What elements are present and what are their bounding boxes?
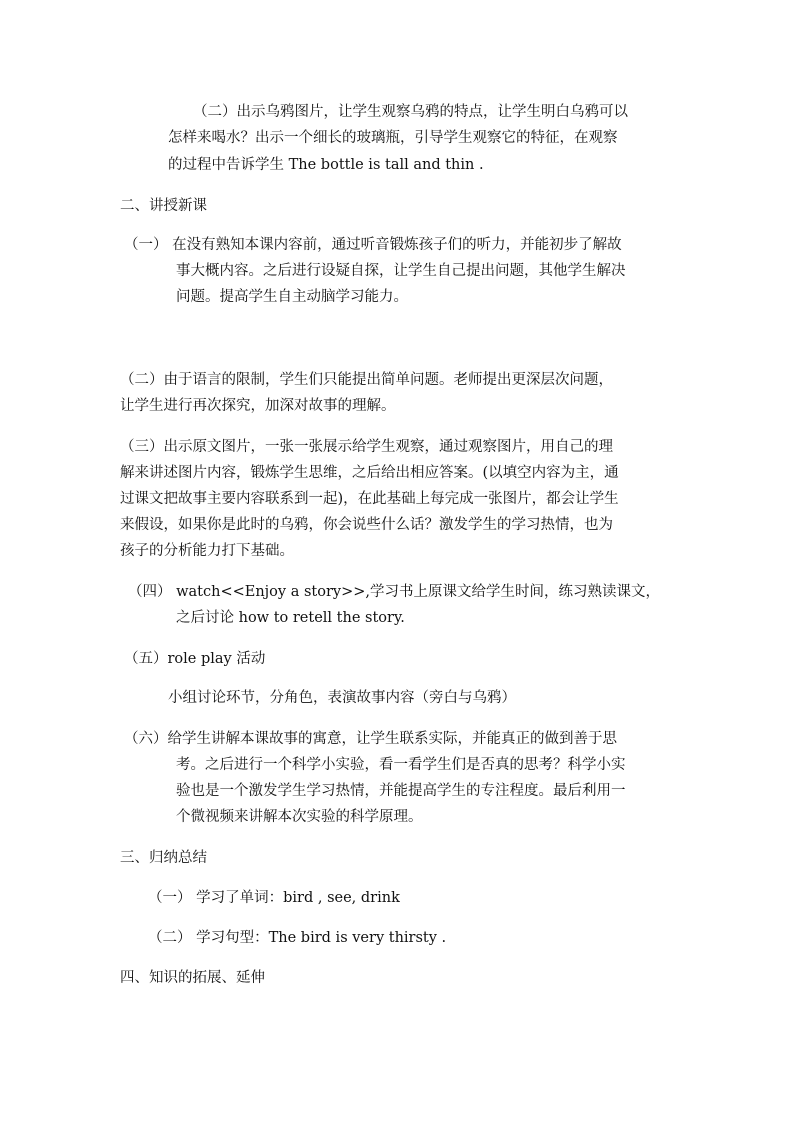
para-listening: 问题。提高学生自主动脑学习能力。	[176, 289, 408, 305]
para-deeper-questions: 让学生进行再次探究，加深对故事的理解。	[120, 398, 396, 414]
para-deeper-questions: （二）由于语言的限制，学生们只能提出简单问题。老师提出更深层次问题，	[120, 372, 613, 388]
para-listening: 事大概内容。之后进行设疑自探，让学生自己提出问题，其他学生解决	[176, 263, 626, 279]
para-original-pictures: 来假设，如果你是此时的乌鸦，你会说些什么话？激发学生的学习热情，也为	[120, 517, 613, 533]
para-moral: 个微视频来讲解本次实验的科学原理。	[176, 809, 423, 825]
para-crow-picture: 的过程中告诉学生 The bottle is tall and thin .	[168, 157, 484, 173]
section-heading-extension: 四、知识的拓展、延伸	[120, 970, 265, 986]
para-summary-words: （一） 学习了单词：bird , see, drink	[148, 890, 400, 906]
para-role-play: 小组讨论环节，分角色，表演故事内容（旁白与乌鸦）	[168, 690, 516, 706]
para-listening: （一） 在没有熟知本课内容前，通过听音锻炼孩子们的听力，并能初步了解故	[124, 237, 622, 253]
para-original-pictures: （三）出示原文图片，一张一张展示给学生观察，通过观察图片，用自己的理	[120, 439, 613, 455]
para-crow-picture: （二）出示乌鸦图片，让学生观察乌鸦的特点，让学生明白乌鸦可以	[193, 104, 628, 120]
para-moral: 考。之后进行一个科学小实验，看一看学生们是否真的思考？科学小实	[176, 757, 626, 773]
para-moral: （六）给学生讲解本课故事的寓意，让学生联系实际，并能真正的做到善于思	[124, 731, 617, 747]
para-watch-story: 之后讨论 how to retell the story.	[176, 610, 405, 626]
para-watch-story: （四） watch<<Enjoy a story>>,学习书上原课文给学生时间，练习熟读课文，	[128, 584, 660, 600]
para-summary-sentence: （二） 学习句型：The bird is very thirsty .	[148, 930, 447, 946]
para-original-pictures: 过课文把故事主要内容联系到一起)，在此基础上每完成一张图片，都会让学生	[120, 491, 619, 507]
section-heading-new-lesson: 二、讲授新课	[120, 198, 207, 214]
para-original-pictures: 孩子的分析能力打下基础。	[120, 543, 294, 559]
para-original-pictures: 解来讲述图片内容，锻炼学生思维，之后给出相应答案。(以填空内容为主，通	[120, 465, 619, 481]
section-heading-summary: 三、归纳总结	[120, 850, 207, 866]
para-crow-picture: 怎样来喝水？出示一个细长的玻璃瓶，引导学生观察它的特征，在观察	[168, 130, 618, 146]
para-role-play: （五）role play 活动	[124, 651, 266, 667]
para-moral: 验也是一个激发学生学习热情，并能提高学生的专注程度。最后利用一	[176, 783, 626, 799]
